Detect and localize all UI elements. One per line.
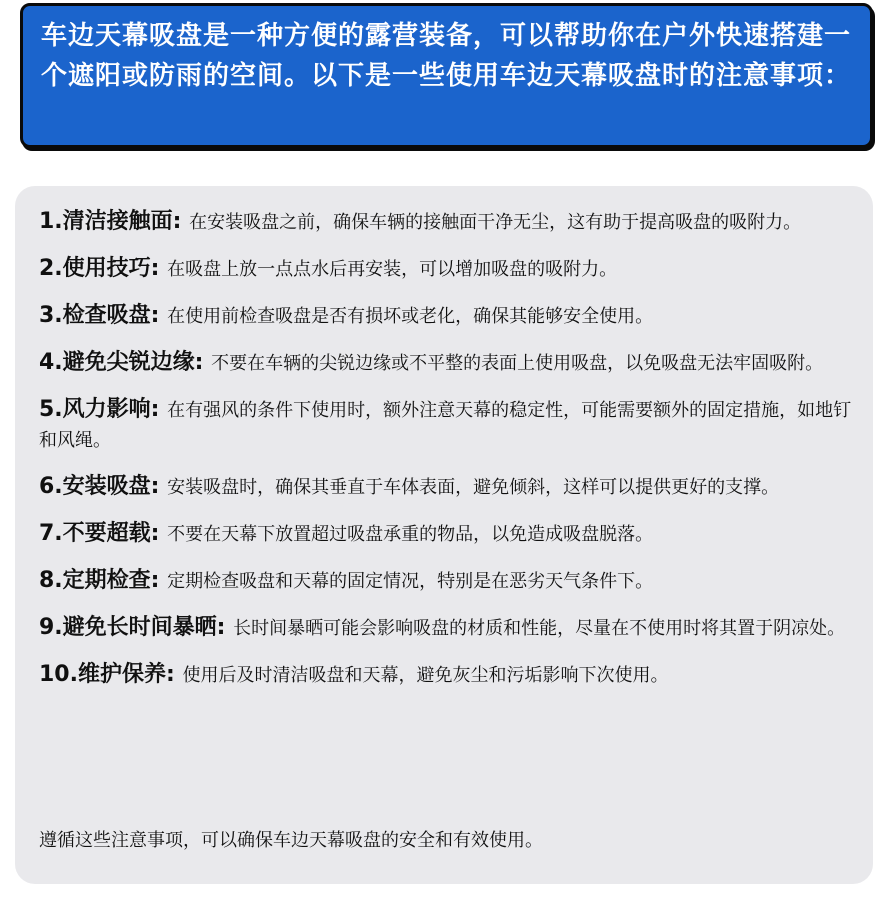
intro-text: 车边天幕吸盘是一种方便的露营装备，可以帮助你在户外快速搭建一个遮阳或防雨的空间。以下是一些使用车边天幕吸盘时的注意事项： (41, 21, 852, 91)
tip-label: 9.避免长时间暴晒 : (39, 615, 233, 640)
tip-label: 3.检查吸盘 : (39, 303, 167, 328)
tip-label: 4.避免尖锐边缘 : (39, 350, 211, 375)
tip-label: 6.安装吸盘 : (39, 474, 167, 499)
tip-text: 定期检查吸盘和天幕的固定情况，特别是在恶劣天气条件下。 (167, 571, 654, 592)
conclusion-text: 遵循这些注意事项，可以确保车边天幕吸盘的安全和有效使用。 (39, 830, 543, 851)
tip-label: 5.风力影响 : (39, 397, 167, 422)
list-item (39, 207, 854, 238)
tip-text: 在安装吸盘之前，确保车辆的接触面干净无尘，这有助于提高吸盘的吸附力。 (189, 212, 802, 233)
list-item (39, 566, 854, 597)
tip-label: 8.定期检查 : (39, 568, 167, 593)
tip-label: 7.不要超载 : (39, 521, 167, 546)
list-item (39, 395, 854, 456)
tip-text: 不要在车辆的尖锐边缘或不平整的表面上使用吸盘，以免吸盘无法牢固吸附。 (211, 353, 824, 374)
tip-text: 在吸盘上放一点点水后再安装，可以增加吸盘的吸附力。 (167, 259, 618, 280)
tip-text: 不要在天幕下放置超过吸盘承重的物品，以免造成吸盘脱落。 (167, 524, 654, 545)
list-item (39, 254, 854, 285)
list-item (39, 472, 854, 503)
tip-label: 1.清洁接触面 : (39, 209, 189, 234)
list-item (39, 660, 854, 691)
tip-text: 长时间暴晒可能会影响吸盘的材质和性能，尽量在不使用时将其置于阴凉处。 (233, 618, 846, 639)
tip-label: 10.维护保养 : (39, 662, 182, 687)
tip-text: 使用后及时清洁吸盘和天幕，避免灰尘和污垢影响下次使用。 (182, 665, 669, 686)
list-item (39, 348, 854, 379)
list-item (39, 613, 854, 644)
tip-text: 在使用前检查吸盘是否有损坏或老化，确保其能够安全使用。 (167, 306, 654, 327)
list-item (39, 519, 854, 550)
tips-list (39, 207, 854, 707)
intro-banner (20, 3, 873, 148)
tip-text: 安装吸盘时，确保其垂直于车体表面，避免倾斜，这样可以提供更好的支撑。 (167, 477, 780, 498)
tip-text: 在有强风的条件下使用时，额外注意天幕的稳定性，可能需要额外的固定措施，如地钉和风绳。 (39, 400, 852, 451)
tips-panel (15, 186, 873, 884)
tip-label: 2.使用技巧 : (39, 256, 167, 281)
list-item (39, 301, 854, 332)
